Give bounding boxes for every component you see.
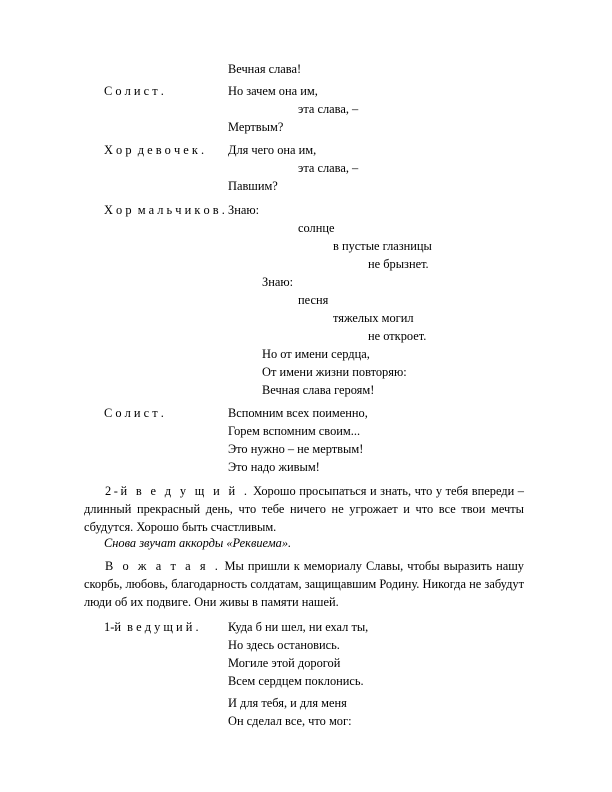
verse-line: Но здесь остановись. (228, 638, 340, 652)
verse-line: эта слава, – (298, 102, 359, 116)
verse-line: Мертвым? (228, 120, 284, 134)
verse-line: не откроет. (368, 329, 427, 343)
verse-line: не брызнет. (368, 257, 429, 271)
stage-direction: Снова звучат аккорды «Реквиема». (104, 536, 292, 550)
verse-line: Куда б ни шел, ни ехал ты, (228, 620, 369, 634)
paragraph-text: Мы пришли к мемориалу Славы, чтобы выразить нашу скорбь, любовь, благодарность солдатам, защищавшим Родину. Никогда не забудут люди об их подвиге. Они живы в памяти нашей. (84, 559, 524, 609)
verse-line: в пустые глазницы (333, 239, 432, 253)
speaker-label-girls-choir: Х о р д е в о ч е к . (104, 143, 205, 157)
verse-line: Павшим? (228, 179, 278, 193)
verse-line: тяжелых могил (333, 311, 414, 325)
verse-line: И для тебя, и для меня (228, 696, 347, 710)
speaker-label-boys-choir: Х о р м а л ь ч и к о в . (104, 203, 225, 217)
speaker-label-soloist: С о л и с т . (104, 406, 164, 420)
verse-line: Горем вспомним своим... (228, 424, 361, 438)
speaker-label-host2: 2-й в е д у щ и й . (105, 484, 250, 498)
verse-line: Для чего она им, (228, 143, 317, 157)
verse-line: От имени жизни повторяю: (262, 365, 407, 379)
verse-line: Могиле этой дорогой (228, 656, 341, 670)
speaker-label-counselor: В о ж а т а я . (105, 559, 221, 573)
verse-line: Знаю: (262, 275, 294, 289)
verse-line: Знаю: (228, 203, 260, 217)
verse-line: Но зачем она им, (228, 84, 318, 98)
paragraph-host2 (84, 482, 524, 536)
speaker-label-soloist: С о л и с т . (104, 84, 164, 98)
speaker-label-host1: 1-й в е д у щ и й . (104, 620, 199, 634)
verse-line: Это нужно – не мертвым! (228, 442, 364, 456)
verse-line: Он сделал все, что мог: (228, 714, 352, 728)
verse-line: Вечная слава! (228, 62, 302, 76)
verse-line: Всем сердцем поклонись. (228, 674, 364, 688)
verse-line: Вечная слава героям! (262, 383, 375, 397)
paragraph-counselor (84, 557, 524, 611)
verse-line: Это надо живым! (228, 460, 320, 474)
verse-line: эта слава, – (298, 161, 359, 175)
paragraph-text: Хорошо просыпаться и знать, что у тебя впереди – длинный прекрасный день, что тебе ничего не угрожает и что все твои мечты сбудутся. Хорошо быть счастливым. (84, 484, 524, 534)
verse-line: песня (298, 293, 329, 307)
verse-line: солнце (298, 221, 335, 235)
verse-line: Вспомним всех поименно, (228, 406, 368, 420)
verse-line: Но от имени сердца, (262, 347, 370, 361)
